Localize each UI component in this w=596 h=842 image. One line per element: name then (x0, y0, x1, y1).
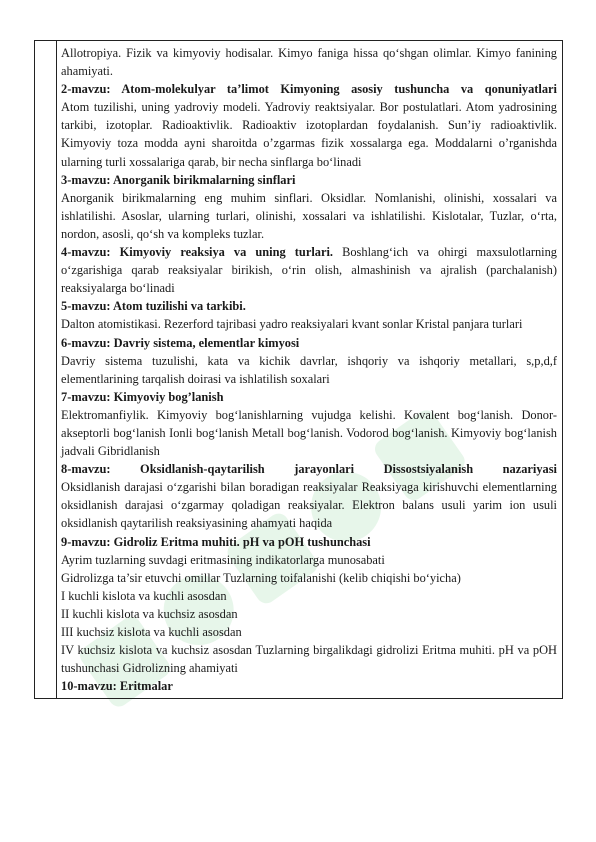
topic-9-line-1: Ayrim tuzlarning suvdagi eritmasining indikatorlarga munosabati (61, 552, 385, 567)
topic-9-line-5: III kuchsiz kislota va kuchli asosdan (61, 625, 242, 639)
number-column (35, 41, 57, 698)
topic-4-title: 4-mavzu: Kimyoviy reaksiya va uning turlari. (61, 245, 333, 260)
topic-3-title: 3-mavzu: Anorganik birikmalarning sinflari (61, 172, 296, 187)
topic-9-line-3: I kuchli kislota va kuchli asosdan (61, 588, 227, 603)
topic-7-title: 7-mavzu: Kimyoviy bog’lanish (61, 389, 224, 404)
topic-2-title: 2-mavzu: Atom-molekulyar ta’limot Kimyoning asosiy tushuncha va qonuniyatlari (61, 82, 557, 97)
topic-8-title: 8-mavzu: Oksidlanish-qaytarilish jarayonlari Dissostsiyalanish nazariyasi (61, 462, 557, 477)
topic-9-line-2: Gidrolizga ta’sir etuvchi omillar Tuzlarning toifalanishi (kelib chiqishi bo‘yicha) (61, 570, 461, 585)
topic-4-text: Boshlang‘ich va ohirgi maxsulotlarning o‘zgarishiga qarab reaksiyalar birikish, o‘rin olish, almashinish va ajralish (parchalanish) reaksiyalarga bo‘linadi (61, 245, 558, 296)
topics-cell (61, 41, 557, 698)
topic-9-title: 9-mavzu: Gidroliz Eritma muhiti. pH va pOH tushunchasi (61, 534, 371, 549)
topic-8-text: Oksidlanish darajasi o‘zgarishi bilan boradigan reaksiyalar Reaksiyaga kirishuvchi elementlarning oksidlanish darajasi o‘zgarmay qoladigan reaksiyalar. Elektron balans usuli yarim ion usuli oksidlanish qaytarilish reaksiyasining ahamyati haqida (61, 480, 557, 531)
topic-5-title: 5-mavzu: Atom tuzilishi va tarkibi. (61, 299, 246, 314)
topic-9-line-4: II kuchli kislota va kuchsiz asosdan (61, 606, 238, 621)
topic-3-text: Anorganik birikmalarning eng muhim sinflari. Oksidlar. Nomlanishi, olinishi, xossalari va ishlatilishi. Asoslar, ularning turlari, olinishi, xossalari va ishlatilishi. Kislotalar, Tuzlar, o‘rta, nordon, asosli, qo‘sh va kompleks tuzlar. (61, 190, 557, 241)
topic-10-title: 10-mavzu: Eritmalar (61, 679, 173, 694)
topic-2-text: Atom tuzilishi, uning yadroviy modeli. Yadroviy reaktsiyalar. Bor postulatlari. Atom yadrosining tarkibi, izotoplar. Radioaktivlik. Radioaktiv izotoplardan foydalanish. Sun’iy radioaktivlik. Kimyoviy toza modda ayni sharoitda o’zgarmas fizik xossalarga ega. Moddalarni o’rganishda ularning turli xossalariga qarab, bir necha sinflarga bo‘linadi (61, 100, 557, 169)
topic-4-block (61, 243, 557, 297)
topic-6-title: 6-mavzu: Davriy sistema, elementlar kimyosi (61, 335, 300, 350)
syllabus-table (34, 40, 563, 699)
topic-6-text: Davriy sistema tuzulishi, kata va kichik davrlar, ishqoriy va ishqoriy metallari, s,p,d,f elementlarining tarqalish doirasi va ishlatilish soxalari (61, 353, 557, 386)
topic-1-text: Allotropiya. Fizik va kimyoviy hodisalar. Kimyo faniga hissa qo‘shgan olimlar. Kimyo fanining ahamiyati. (61, 46, 557, 79)
topic-9-line-6: IV kuchsiz kislota va kuchsiz asosdan Tuzlarning birgalikdagi gidrolizi Eritma muhiti. pH va pOH tushunchasi Gidrolizning ahamiyati (61, 643, 557, 676)
topic-7-text: Elektromanfiylik. Kimyoviy bog‘lanishlarning vujudga kelishi. Kovalent bog‘lanish. Donor-akseptorli bog‘lanish Ionli bog‘lanish Metall bog‘lanish. Vodorod bog‘lanish. Kimyoviy bog‘lanish jadvali Gibridlanish (61, 407, 557, 459)
topic-5-text: Dalton atomistikasi. Rezerford tajribasi yadro reaksiyalari kvant sonlar Kristal panjara turlari (61, 317, 523, 332)
